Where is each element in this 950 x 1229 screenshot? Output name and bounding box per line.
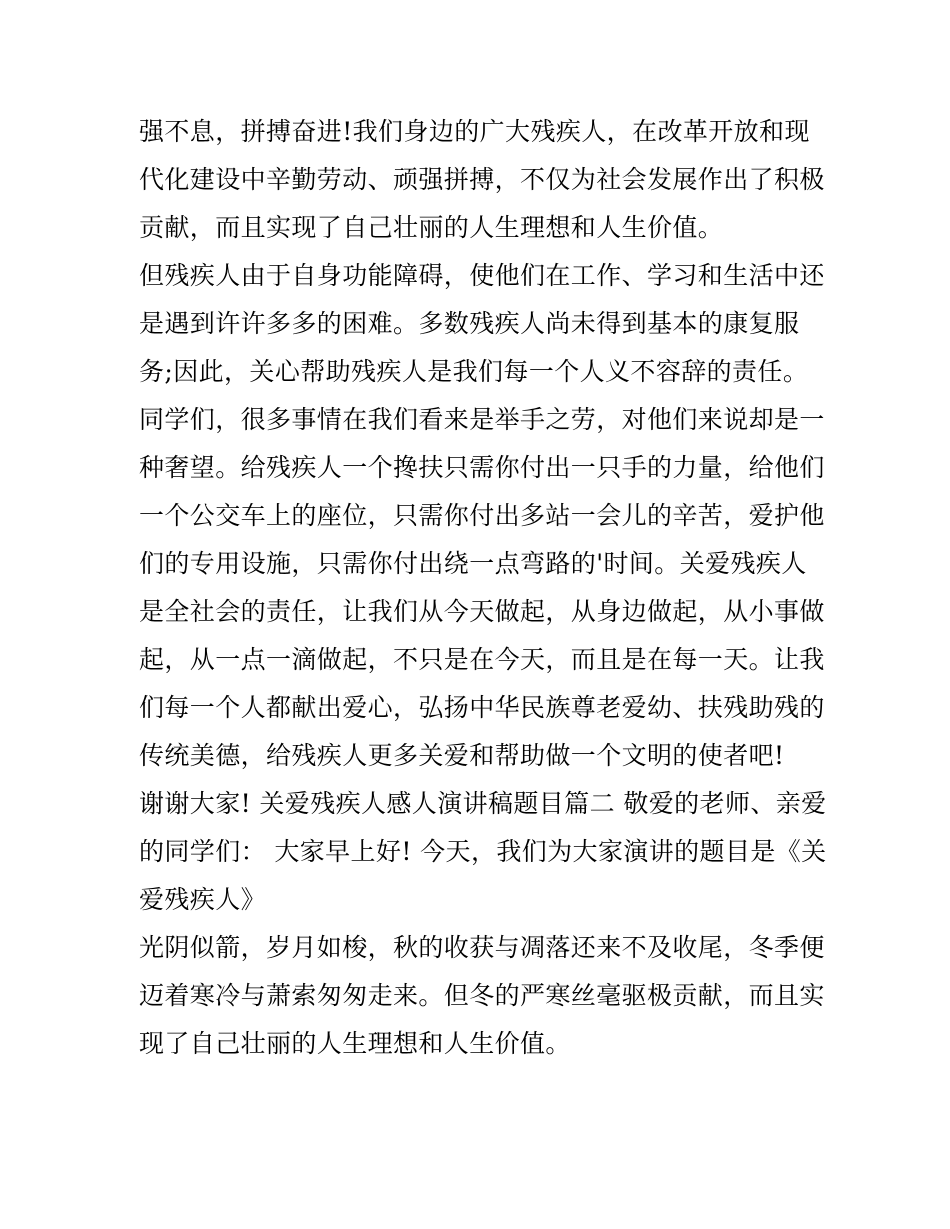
text-line: 们的专用设施，只需你付出绕一点弯路的'时间。关爱残疾人 xyxy=(139,549,807,578)
text-line: 光阴似箭，岁月如梭，秋的收获与凋落还来不及收尾，冬季便 xyxy=(139,933,825,962)
text-line: 贡献，而且实现了自己壮丽的人生理想和人生价值。 xyxy=(139,213,724,242)
text-line: 谢谢大家! 关爱残疾人感人演讲稿题目篇二 敬爱的老师、亲爱 xyxy=(139,789,827,818)
text-line: 强不息，拼搏奋进!我们身边的广大残疾人，在改革开放和现 xyxy=(139,117,810,146)
text-line: 同学们，很多事情在我们看来是举手之劳，对他们来说却是一 xyxy=(139,405,825,434)
text-line: 是遇到许许多多的困难。多数残疾人尚未得到基本的康复服 xyxy=(139,309,800,338)
text-line: 种奢望。给残疾人一个搀扶只需你付出一只手的力量，给他们 xyxy=(139,453,825,482)
text-line: 务;因此，关心帮助残疾人是我们每一个人义不容辞的责任。 xyxy=(139,357,809,386)
text-line: 的同学们： 大家早上好! 今天，我们为大家演讲的题目是《关 xyxy=(139,837,827,866)
text-line: 们每一个人都献出爱心，弘扬中华民族尊老爱幼、扶残助残的 xyxy=(139,693,825,722)
text-line: 起，从一点一滴做起，不只是在今天，而且是在每一天。让我 xyxy=(139,645,825,674)
document-body xyxy=(139,108,829,1068)
text-line: 现了自己壮丽的人生理想和人生价值。 xyxy=(139,1029,571,1058)
text-line: 是全社会的责任，让我们从今天做起，从身边做起，从小事做 xyxy=(139,597,825,626)
text-line: 一个公交车上的座位，只需你付出多站一会儿的辛苦，爱护他 xyxy=(139,501,825,530)
text-line: 代化建设中辛勤劳动、顽强拼搏，不仅为社会发展作出了积极 xyxy=(139,165,825,194)
text-line: 爱残疾人》 xyxy=(139,885,267,914)
text-line: 迈着寒冷与萧索匆匆走来。但冬的严寒丝毫驱极贡献，而且实 xyxy=(139,981,825,1010)
text-line: 传统美德，给残疾人更多关爱和帮助做一个文明的使者吧! xyxy=(139,741,785,770)
text-line: 但残疾人由于自身功能障碍，使他们在工作、学习和生活中还 xyxy=(139,261,825,290)
